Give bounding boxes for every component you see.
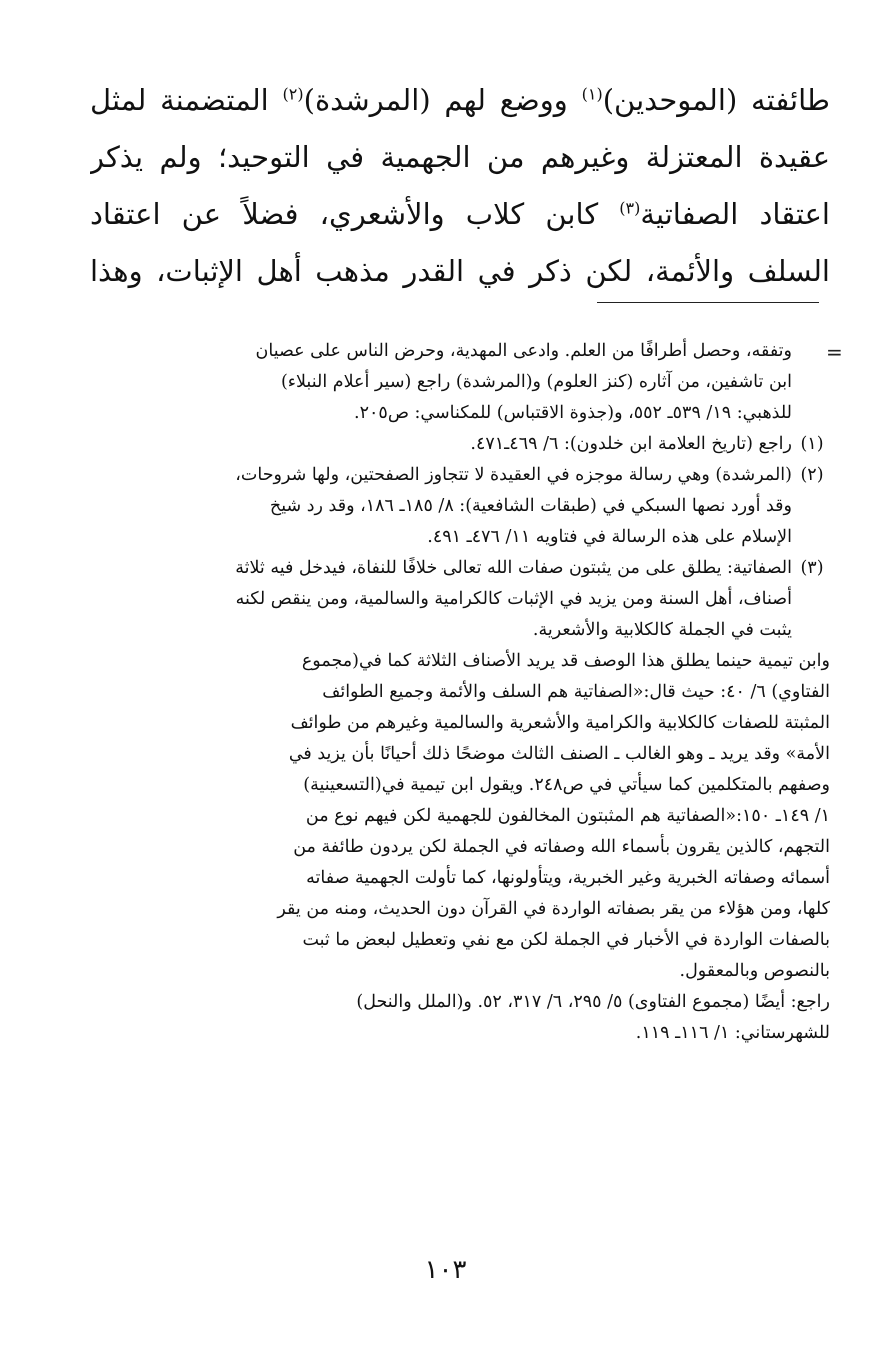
footnote-3-line (80, 801, 830, 832)
footnote-text-line: التجهم، كالذين يقرون بأسماء الله وصفاته في الجملة لكن يردون طائفة من (293, 837, 830, 857)
main-line-1-part-a: طائفته (الموحدين) (602, 83, 830, 117)
footnote-text-line: (المرشدة) وهي رسالة موجزه في العقيدة لا تتجاوز الصفحتين، ولها شروحات، (235, 465, 792, 485)
footnote-2-number: (٢) (800, 465, 824, 485)
footnote-3-line (80, 584, 830, 615)
footnote-text-line: ابن تاشفين، من آثاره (كنز العلوم) و(المرشدة) راجع (سير أعلام النبلاء) (280, 372, 792, 392)
footnote-3-line (80, 956, 830, 987)
main-line-2: عقيدة المعتزلة وغيرهم من الجهمية في التوحيد؛ ولم يذكر (90, 140, 830, 174)
footnote-continuation-line (80, 336, 830, 367)
footnote-text-line: أصناف، أهل السنة ومن يزيد في الإثبات كالكرامية والسالمية، ومن ينقص لكنه (235, 589, 792, 609)
page-number: ١٠٣ (424, 1255, 467, 1285)
footnote-1 (80, 429, 830, 460)
footnote-text-line: يثبت في الجملة كالكلابية والأشعرية. (532, 620, 792, 640)
footnote-text-line: وقد أورد نصها السبكي في (طبقات الشافعية): ٨/ ١٨٥ـ ١٨٦، وقد رد شيخ (269, 496, 792, 516)
main-line-3-part-b: كابن كلاب والأشعري، فضلاً عن اعتقاد (90, 197, 620, 231)
footnote-3-line (80, 677, 830, 708)
footnote-3-line (80, 739, 830, 770)
footnote-text-line: كلها، ومن هؤلاء من يقر بصفاته الواردة في القرآن دون الحديث، ومنه من يقر (277, 899, 830, 919)
footnote-text-line: الأمة» وقد يريد ـ وهو الغالب ـ الصنف الثالث موضحًا ذلك أحيانًا بأن يزيد في (288, 744, 830, 764)
main-text (90, 72, 830, 300)
footnote-text-line: راجع: أيضًا (مجموع الفتاوى) ٥/ ٢٩٥، ٦/ ٣١٧، ٥٢. و(الملل والنحل) (356, 992, 830, 1012)
main-line-1-part-b: ووضع لهم (المرشدة) (303, 83, 582, 117)
footnote-3-line (80, 987, 830, 1018)
footnote-text-line: وصفهم بالمتكلمين كما سيأتي في ص٢٤٨. ويقول ابن تيمية في(التسعينية) (303, 775, 830, 795)
footnote-2-line (80, 491, 830, 522)
footnote-text-line: الإسلام على هذه الرسالة في فتاويه ١١/ ٤٧٦ـ ٤٩١. (427, 527, 792, 547)
footnote-3-number: (٣) (800, 558, 824, 578)
footnote-ref-1[interactable]: (١) (581, 84, 603, 104)
footnote-text-line: للذهبي: ١٩/ ٥٣٩ـ ٥٥٢، و(جذوة الاقتباس) للمكناسي: ص٢٠٥. (354, 403, 792, 423)
footnote-ref-2[interactable]: (٢) (282, 84, 304, 104)
footnote-3-line (80, 832, 830, 863)
footnote-text-line: للشهرستاني: ١/ ١١٦ـ ١١٩. (635, 1023, 830, 1043)
footnote-3-line (80, 925, 830, 956)
footnote-ref-3[interactable]: (٣) (619, 198, 641, 218)
main-line-1 (90, 72, 830, 129)
footnote-3-line (80, 1018, 830, 1049)
footnote-text-line: بالنصوص وبالمعقول. (679, 961, 830, 981)
footnote-2 (80, 460, 830, 491)
main-line-1-part-c: المتضمنة لمثل (90, 83, 283, 117)
footnote-text-line: وابن تيمية حينما يطلق هذا الوصف قد يريد الأصناف الثلاثة كما في(مجموع (301, 651, 830, 671)
footnote-3-line (80, 863, 830, 894)
footnote-1-number: (١) (800, 434, 824, 454)
main-line-3 (90, 186, 830, 243)
footnote-separator (597, 302, 819, 303)
footnote-3-line (80, 615, 830, 646)
footnote-text-line: راجع (تاريخ العلامة ابن خلدون): ٦/ ٤٦٩ـ٤٧١. (470, 434, 792, 454)
footnote-3-line (80, 894, 830, 925)
footnote-text-line: ١/ ١٤٩ـ ١٥٠:«الصفاتية هم المثبتون المخالفون للجهمية لكن فيهم نوع من (305, 806, 830, 826)
footnote-2-line (80, 522, 830, 553)
footnote-continuation-line (80, 367, 830, 398)
footnote-text-line: بالصفات الواردة في الأخبار في الجملة لكن مع نفي وتعطيل لبعض ما ثبت (302, 930, 830, 950)
continuation-mark: = (826, 340, 843, 364)
footnotes (80, 336, 830, 1049)
footnote-3-line (80, 708, 830, 739)
footnote-3 (80, 553, 830, 584)
main-line-3-part-a: اعتقاد الصفاتية (640, 197, 830, 231)
footnote-text-line: وتفقه، وحصل أطرافًا من العلم. وادعى المهدية، وحرض الناس على عصيان (255, 341, 792, 361)
footnote-text-line: الصفاتية: يطلق على من يثبتون صفات الله تعالى خلافًا للنفاة، فيدخل فيه ثلاثة (235, 558, 792, 578)
main-line-4: السلف والأئمة، لكن ذكر في القدر مذهب أهل الإثبات، وهذا (90, 254, 830, 288)
footnote-text-line: أسمائه وصفاته الخبرية وغير الخبرية، ويتأولونها، كما تأولت الجهمية صفاته (306, 868, 830, 888)
footnote-3-line (80, 770, 830, 801)
footnote-3-line (80, 646, 830, 677)
footnote-continuation-line (80, 398, 830, 429)
footnote-text-line: المثبتة للصفات كالكلابية والكرامية والأشعرية والسالمية وغيرهم من طوائف (290, 713, 830, 733)
footnote-text-line: الفتاوي) ٦/ ٤٠: حيث قال:«الصفاتية هم السلف والأئمة وجميع الطوائف (322, 682, 830, 702)
